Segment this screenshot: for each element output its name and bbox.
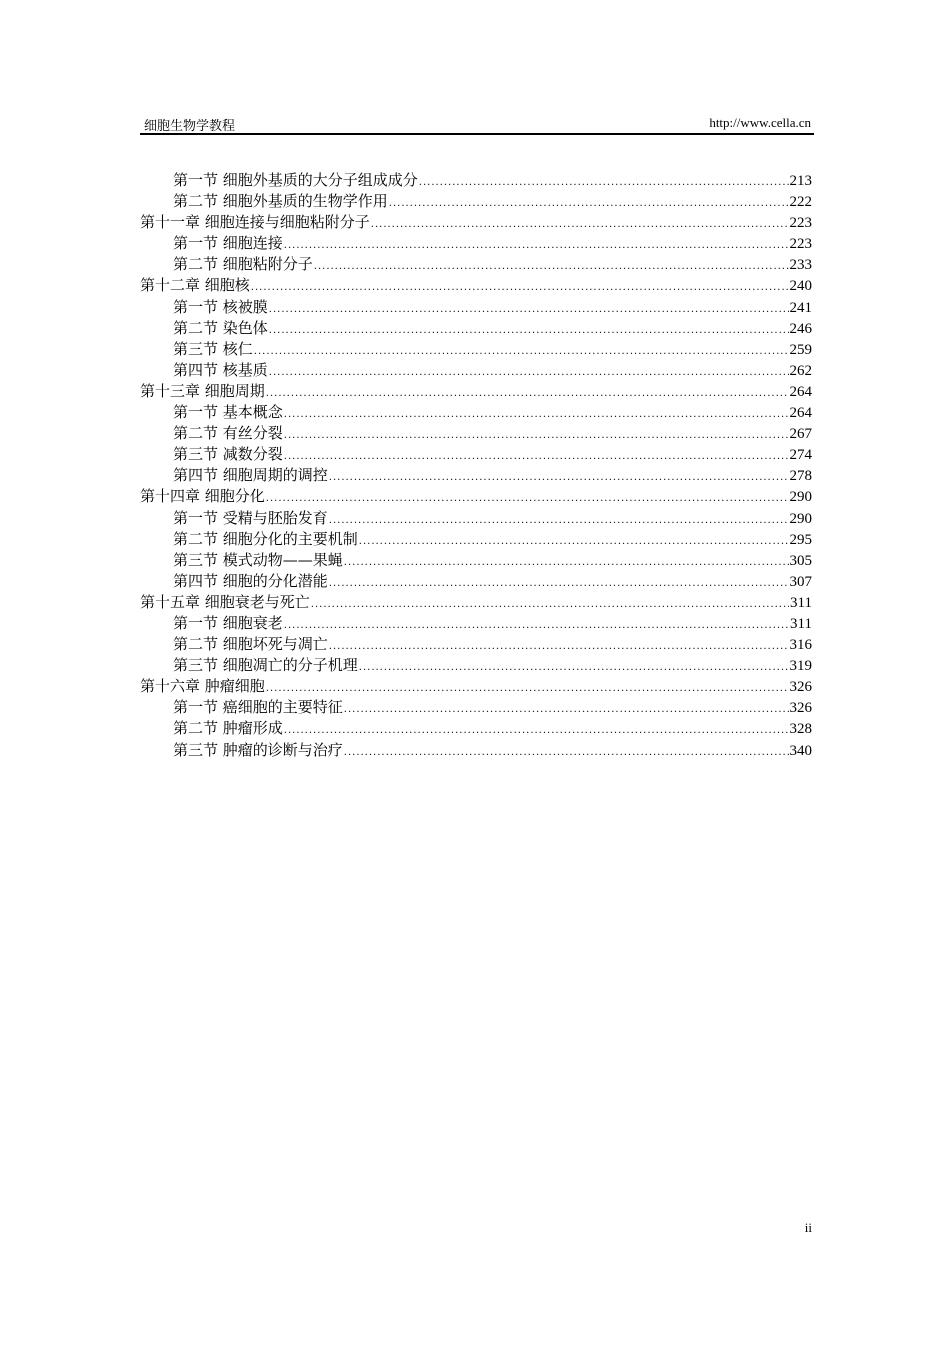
toc-chapter-entry[interactable]: [140, 592, 812, 613]
toc-entry-page: 222: [789, 194, 812, 211]
toc-entry-title: 第一节 癌细胞的主要特征: [173, 698, 343, 717]
toc-section-entry[interactable]: [140, 465, 812, 486]
page-header: [140, 113, 814, 135]
toc-section-entry[interactable]: [140, 191, 812, 212]
toc-entry-title: 第一节 细胞连接: [173, 234, 283, 253]
toc-chapter-entry[interactable]: [140, 486, 812, 507]
dot-leader: [284, 615, 789, 636]
toc-entry-page: 259: [789, 341, 812, 358]
toc-entry-title: 第二节 肿瘤形成: [173, 719, 283, 738]
toc-entry-page: 240: [789, 278, 812, 295]
toc-entry-title: 第三节 细胞凋亡的分子机理: [173, 656, 358, 675]
dot-leader: [371, 214, 789, 235]
toc-entry-title: 第三节 核仁: [173, 339, 253, 358]
toc-entry-page: 328: [789, 721, 812, 738]
toc-entry-page: 246: [789, 320, 812, 337]
toc-section-entry[interactable]: [140, 740, 812, 761]
toc-entry-page: 262: [789, 362, 812, 379]
toc-section-entry[interactable]: [140, 402, 812, 423]
toc-entry-page: 307: [789, 573, 812, 590]
toc-entry-page: 278: [789, 468, 812, 485]
toc-entry-page: 305: [789, 552, 812, 569]
toc-chapter-entry[interactable]: [140, 676, 812, 697]
toc-section-entry[interactable]: [140, 697, 812, 718]
dot-leader: [311, 594, 789, 615]
website-url: http://www.cella.cn: [709, 115, 811, 130]
page-number: ii: [804, 1220, 812, 1235]
toc-entry-title: 第二节 有丝分裂: [173, 424, 283, 443]
toc-entry-title: 第三节 减数分裂: [173, 445, 283, 464]
dot-leader: [389, 193, 789, 214]
dot-leader: [419, 172, 789, 193]
dot-leader: [329, 636, 789, 657]
toc-section-entry[interactable]: [140, 254, 812, 275]
toc-entry-page: 233: [789, 257, 812, 274]
dot-leader: [284, 446, 789, 467]
toc-entry-page: 267: [789, 426, 812, 443]
toc-entry-page: 319: [789, 658, 812, 675]
toc-entry-page: 326: [789, 700, 812, 717]
toc-section-entry[interactable]: [140, 571, 812, 592]
dot-leader: [251, 277, 789, 298]
table-of-contents: [140, 170, 812, 761]
toc-entry-page: 223: [789, 236, 812, 253]
toc-entry-title: 第十四章 细胞分化: [140, 487, 265, 506]
toc-section-entry[interactable]: [140, 655, 812, 676]
toc-entry-page: 340: [789, 742, 812, 759]
toc-entry-title: 第四节 核基质: [173, 360, 268, 379]
toc-section-entry[interactable]: [140, 529, 812, 550]
toc-entry-title: 第十二章 细胞核: [140, 276, 250, 295]
toc-entry-title: 第三节 模式动物——果蝇: [173, 550, 343, 569]
toc-entry-page: 223: [789, 215, 812, 232]
toc-entry-page: 264: [789, 383, 812, 400]
toc-entry-title: 第二节 细胞外基质的生物学作用: [173, 192, 388, 211]
toc-entry-page: 295: [789, 531, 812, 548]
dot-leader: [284, 235, 789, 256]
dot-leader: [284, 425, 789, 446]
toc-entry-title: 第一节 细胞外基质的大分子组成成分: [173, 171, 418, 189]
toc-section-entry[interactable]: [140, 423, 812, 444]
dot-leader: [359, 531, 789, 552]
dot-leader: [269, 299, 789, 320]
toc-section-entry[interactable]: [140, 718, 812, 739]
toc-section-entry[interactable]: [140, 444, 812, 465]
toc-section-entry[interactable]: [140, 170, 812, 191]
toc-entry-page: 264: [789, 405, 812, 422]
toc-chapter-entry[interactable]: [140, 212, 812, 233]
toc-section-entry[interactable]: [140, 550, 812, 571]
book-title: 细胞生物学教程: [144, 119, 236, 134]
toc-entry-title: 第一节 细胞衰老: [173, 613, 283, 632]
dot-leader: [266, 678, 789, 699]
toc-entry-page: 326: [789, 679, 812, 696]
toc-entry-title: 第二节 细胞分化的主要机制: [173, 529, 358, 548]
dot-leader: [344, 699, 789, 720]
toc-entry-page: 290: [789, 510, 812, 527]
dot-leader: [269, 362, 789, 383]
dot-leader: [284, 404, 789, 425]
dot-leader: [329, 573, 789, 594]
toc-entry-title: 第三节 肿瘤的诊断与治疗: [173, 740, 343, 759]
toc-entry-title: 第二节 细胞坏死与凋亡: [173, 635, 328, 654]
toc-section-entry[interactable]: [140, 508, 812, 529]
dot-leader: [329, 467, 789, 488]
dot-leader: [269, 320, 789, 341]
toc-entry-title: 第十六章 肿瘤细胞: [140, 677, 265, 696]
toc-entry-page: 311: [790, 594, 812, 611]
toc-entry-title: 第十五章 细胞衰老与死亡: [140, 592, 310, 611]
toc-entry-title: 第十一章 细胞连接与细胞粘附分子: [140, 213, 370, 232]
dot-leader: [314, 256, 789, 277]
toc-entry-title: 第二节 染色体: [173, 318, 268, 337]
toc-entry-title: 第一节 受精与胚胎发育: [173, 508, 328, 527]
dot-leader: [359, 657, 789, 678]
dot-leader: [344, 742, 789, 763]
dot-leader: [254, 341, 789, 362]
toc-entry-page: 274: [789, 447, 812, 464]
toc-entry-title: 第四节 细胞周期的调控: [173, 466, 328, 485]
toc-entry-page: 213: [789, 173, 812, 189]
toc-entry-page: 290: [789, 489, 812, 506]
toc-section-entry[interactable]: [140, 634, 812, 655]
toc-entry-page: 316: [789, 637, 812, 654]
toc-chapter-entry[interactable]: [140, 381, 812, 402]
toc-entry-title: 第二节 细胞粘附分子: [173, 255, 313, 274]
dot-leader: [266, 383, 789, 404]
toc-section-entry[interactable]: [140, 360, 812, 381]
toc-entry-page: 241: [789, 299, 812, 316]
dot-leader: [329, 510, 789, 531]
dot-leader: [284, 720, 789, 741]
toc-section-entry[interactable]: [140, 339, 812, 360]
toc-entry-page: 311: [790, 615, 812, 632]
toc-entry-title: 第一节 核被膜: [173, 297, 268, 316]
dot-leader: [266, 488, 789, 509]
toc-section-entry[interactable]: [140, 233, 812, 254]
toc-entry-title: 第一节 基本概念: [173, 403, 283, 422]
toc-chapter-entry[interactable]: [140, 275, 812, 296]
toc-section-entry[interactable]: [140, 318, 812, 339]
toc-entry-title: 第十三章 细胞周期: [140, 381, 265, 400]
toc-entry-title: 第四节 细胞的分化潜能: [173, 571, 328, 590]
dot-leader: [344, 552, 789, 573]
toc-section-entry[interactable]: [140, 297, 812, 318]
toc-section-entry[interactable]: [140, 613, 812, 634]
